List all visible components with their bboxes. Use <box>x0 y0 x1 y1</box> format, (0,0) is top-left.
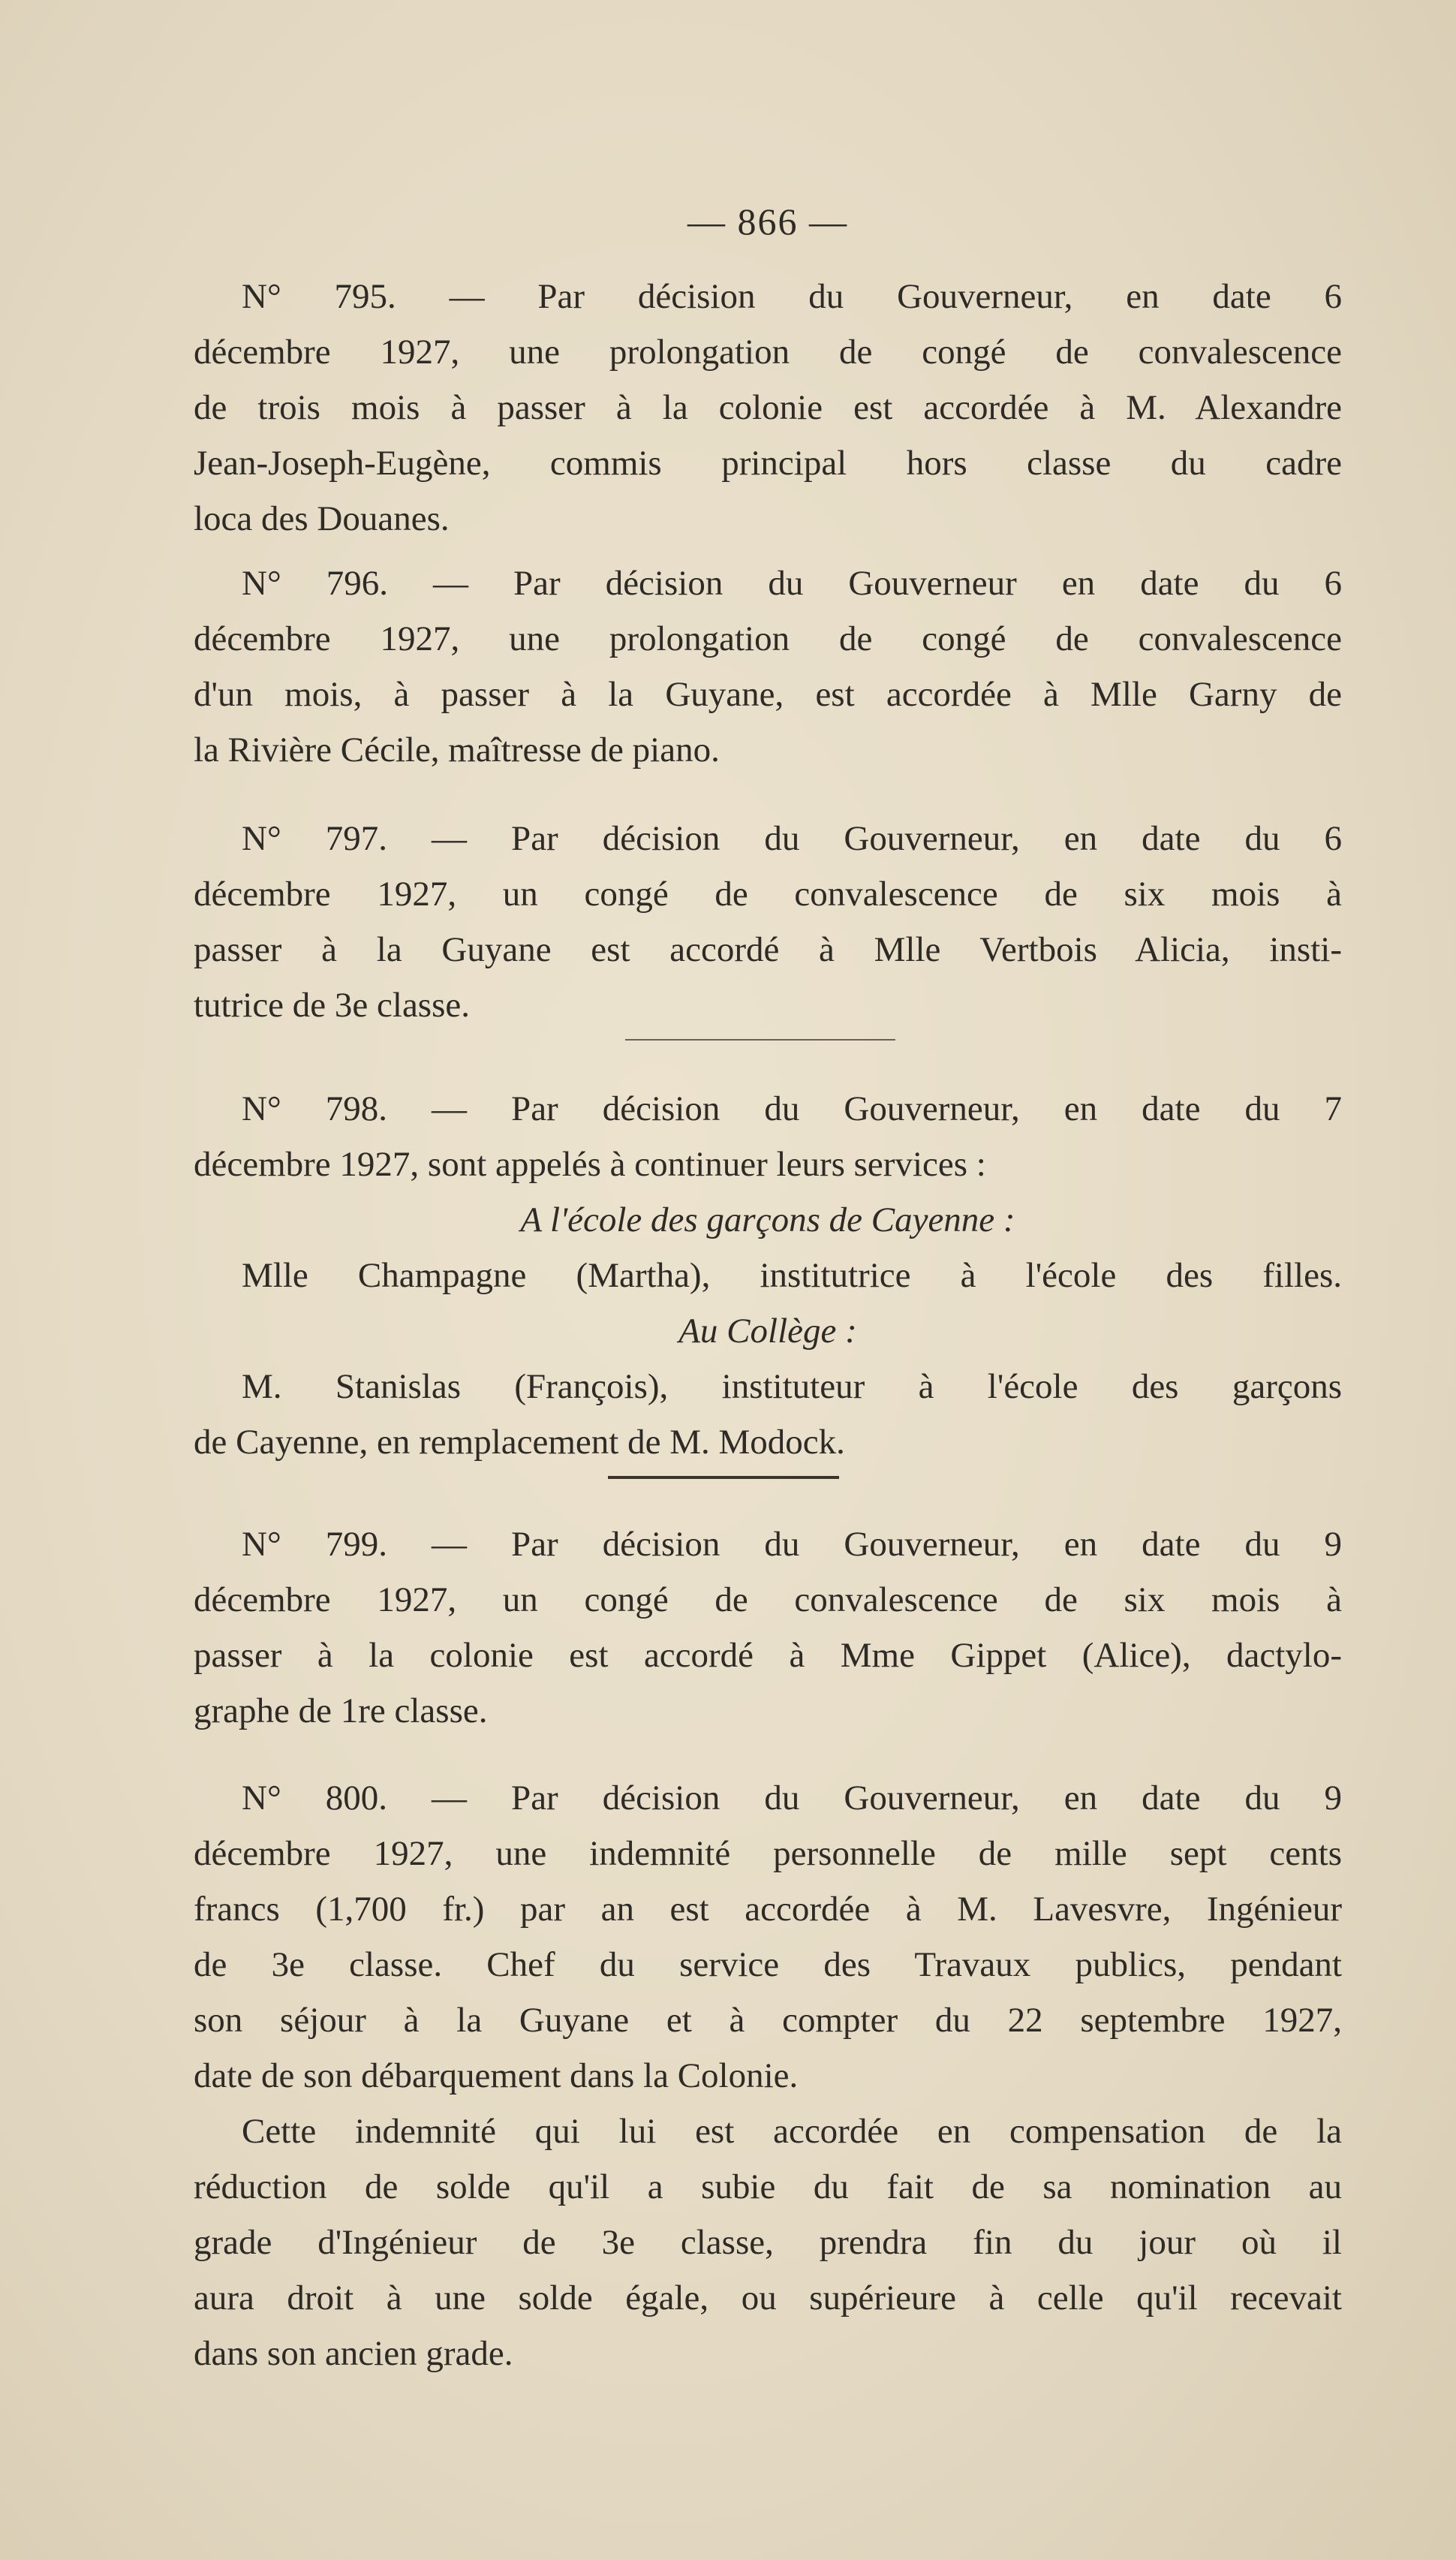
text-line: réduction de solde qu'il a subie du fait de sa nomination au <box>194 2167 1342 2206</box>
page-number: — 866 — <box>687 200 848 242</box>
text-line: graphe de 1re classe. <box>194 1691 488 1730</box>
entry-797 <box>194 811 1342 1033</box>
text-line: francs (1,700 fr.) par an est accordée à M. Lavesvre, Ingénieur <box>194 1890 1342 1929</box>
section-divider <box>608 1476 839 1479</box>
text-line: décembre 1927, un congé de convalescence de six mois à <box>194 875 1342 914</box>
subheading-college: Au Collège : <box>678 1312 857 1351</box>
text-line: N° 796. — Par décision du Gouverneur en date du 6 <box>242 564 1342 603</box>
text-line: loca des Douanes. <box>194 499 450 538</box>
section-divider <box>625 1039 895 1041</box>
text-line: tutrice de 3e classe. <box>194 986 470 1025</box>
text-line: décembre 1927, une prolongation de congé de convalescence <box>194 333 1342 372</box>
subheading-ecole: A l'école des garçons de Cayenne : <box>520 1200 1015 1239</box>
text-line: passer à la Guyane est accordé à Mlle Vertbois Alicia, insti- <box>194 930 1342 969</box>
text-line: N° 795. — Par décision du Gouverneur, en date 6 <box>242 277 1342 316</box>
text-line: Cette indemnité qui lui est accordée en compensation de la <box>242 2112 1342 2151</box>
text-line: de 3e classe. Chef du service des Travaux publics, pendant <box>194 1945 1342 1984</box>
text-line: passer à la colonie est accordé à Mme Gippet (Alice), dactylo- <box>194 1636 1342 1675</box>
text-line: son séjour à la Guyane et à compter du 22 septembre 1927, <box>194 2001 1342 2040</box>
text-line: de Cayenne, en remplacement de M. Modock. <box>194 1423 845 1462</box>
text-line: N° 800. — Par décision du Gouverneur, en date du 9 <box>242 1778 1342 1818</box>
text-line: Jean-Joseph-Eugène, commis principal hors classe du cadre <box>194 444 1342 483</box>
entry-798 <box>194 1081 1342 1470</box>
text-line: d'un mois, à passer à la Guyane, est accordée à Mlle Garny de <box>194 675 1342 714</box>
text-line: M. Stanislas (François), instituteur à l'école des garçons <box>242 1367 1342 1406</box>
text-line: la Rivière Cécile, maîtresse de piano. <box>194 730 720 770</box>
text-line: de trois mois à passer à la colonie est accordée à M. Alexandre <box>194 388 1342 427</box>
text-line: décembre 1927, une indemnité personnelle de mille sept cents <box>194 1834 1342 1873</box>
entry-796 <box>194 556 1342 778</box>
text-line: aura droit à une solde égale, ou supérieure à celle qu'il recevait <box>194 2278 1342 2318</box>
text-line: grade d'Ingénieur de 3e classe, prendra fin du jour où il <box>194 2223 1342 2262</box>
text-line: date de son débarquement dans la Colonie. <box>194 2056 799 2095</box>
text-line: Mlle Champagne (Martha), institutrice à l'école des filles. <box>242 1256 1342 1295</box>
text-line: N° 797. — Par décision du Gouverneur, en date du 6 <box>242 819 1342 858</box>
entry-799 <box>194 1516 1342 1739</box>
text-line: N° 799. — Par décision du Gouverneur, en date du 9 <box>242 1525 1342 1564</box>
text-line: dans son ancien grade. <box>194 2334 513 2373</box>
text-line: décembre 1927, une prolongation de congé de convalescence <box>194 619 1342 658</box>
entry-795 <box>194 269 1342 547</box>
text-line: décembre 1927, sont appelés à continuer leurs services : <box>194 1145 986 1184</box>
entry-800 <box>194 1770 1342 2381</box>
text-line: décembre 1927, un congé de convalescence de six mois à <box>194 1580 1342 1619</box>
text-line: N° 798. — Par décision du Gouverneur, en date du 7 <box>242 1089 1342 1128</box>
